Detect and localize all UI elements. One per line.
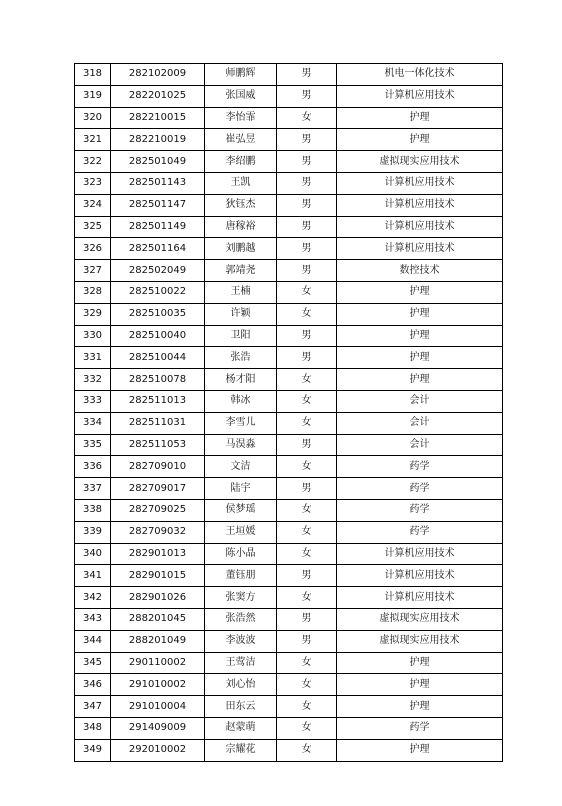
- major-cell: 护理: [337, 325, 503, 347]
- serial-number-cell: 347: [75, 696, 111, 718]
- serial-number-cell: 334: [75, 412, 111, 434]
- student-name-cell: 狄钰杰: [205, 194, 277, 216]
- student-name-cell: 张浩然: [205, 608, 277, 630]
- serial-number-cell: 327: [75, 260, 111, 282]
- student-name-cell: 李波波: [205, 630, 277, 652]
- table-row: [75, 172, 503, 194]
- student-name-cell: 刘鹏越: [205, 238, 277, 260]
- major-cell: 护理: [337, 652, 503, 674]
- serial-number-cell: 319: [75, 85, 111, 107]
- student-id-cell: 292010002: [111, 739, 205, 761]
- student-id-cell: 282510078: [111, 369, 205, 391]
- student-id-cell: 282501147: [111, 194, 205, 216]
- gender-cell: 女: [277, 652, 337, 674]
- table-row: [75, 238, 503, 260]
- student-name-cell: 刘心怡: [205, 674, 277, 696]
- serial-number-cell: 320: [75, 107, 111, 129]
- major-cell: 护理: [337, 303, 503, 325]
- major-cell: 计算机应用技术: [337, 238, 503, 260]
- gender-cell: 女: [277, 587, 337, 609]
- major-cell: 护理: [337, 129, 503, 151]
- table-row: [75, 129, 503, 151]
- student-name-cell: 田东云: [205, 696, 277, 718]
- student-name-cell: 王楠: [205, 281, 277, 303]
- table-row: [75, 434, 503, 456]
- table-row: [75, 390, 503, 412]
- serial-number-cell: 341: [75, 565, 111, 587]
- gender-cell: 男: [277, 630, 337, 652]
- major-cell: 护理: [337, 674, 503, 696]
- serial-number-cell: 342: [75, 587, 111, 609]
- table-row: [75, 499, 503, 521]
- gender-cell: 男: [277, 478, 337, 500]
- student-name-cell: 赵蒙萌: [205, 717, 277, 739]
- major-cell: 护理: [337, 369, 503, 391]
- table-row: [75, 85, 503, 107]
- gender-cell: 男: [277, 347, 337, 369]
- major-cell: 计算机应用技术: [337, 587, 503, 609]
- student-id-cell: 282201025: [111, 85, 205, 107]
- major-cell: 药学: [337, 717, 503, 739]
- student-id-cell: 282709032: [111, 521, 205, 543]
- table-row: [75, 630, 503, 652]
- table-row: [75, 608, 503, 630]
- student-id-cell: 282709017: [111, 478, 205, 500]
- student-id-cell: 282501164: [111, 238, 205, 260]
- major-cell: 计算机应用技术: [337, 172, 503, 194]
- student-name-cell: 王凯: [205, 172, 277, 194]
- student-id-cell: 282510040: [111, 325, 205, 347]
- major-cell: 虚拟现实应用技术: [337, 630, 503, 652]
- serial-number-cell: 344: [75, 630, 111, 652]
- table-row: [75, 674, 503, 696]
- gender-cell: 男: [277, 608, 337, 630]
- gender-cell: 女: [277, 281, 337, 303]
- serial-number-cell: 333: [75, 390, 111, 412]
- student-id-cell: 291010002: [111, 674, 205, 696]
- table-row: [75, 325, 503, 347]
- gender-cell: 男: [277, 238, 337, 260]
- serial-number-cell: 336: [75, 456, 111, 478]
- student-name-cell: 马淏淼: [205, 434, 277, 456]
- gender-cell: 女: [277, 521, 337, 543]
- table-row: [75, 652, 503, 674]
- student-name-cell: 唐稼裕: [205, 216, 277, 238]
- gender-cell: 女: [277, 303, 337, 325]
- major-cell: 护理: [337, 281, 503, 303]
- student-id-cell: 282511013: [111, 390, 205, 412]
- gender-cell: 女: [277, 369, 337, 391]
- major-cell: 护理: [337, 696, 503, 718]
- table-row: [75, 717, 503, 739]
- student-id-cell: 282901015: [111, 565, 205, 587]
- student-id-cell: 288201049: [111, 630, 205, 652]
- student-name-cell: 张窦方: [205, 587, 277, 609]
- table-row: [75, 478, 503, 500]
- serial-number-cell: 348: [75, 717, 111, 739]
- student-id-cell: 282510044: [111, 347, 205, 369]
- gender-cell: 男: [277, 434, 337, 456]
- gender-cell: 女: [277, 390, 337, 412]
- table-row: [75, 216, 503, 238]
- student-id-cell: 282502049: [111, 260, 205, 282]
- serial-number-cell: 340: [75, 543, 111, 565]
- major-cell: 虚拟现实应用技术: [337, 608, 503, 630]
- table-row: [75, 194, 503, 216]
- serial-number-cell: 345: [75, 652, 111, 674]
- serial-number-cell: 326: [75, 238, 111, 260]
- serial-number-cell: 322: [75, 151, 111, 173]
- student-name-cell: 文洁: [205, 456, 277, 478]
- serial-number-cell: 332: [75, 369, 111, 391]
- table-row: [75, 303, 503, 325]
- major-cell: 机电一体化技术: [337, 64, 503, 86]
- student-name-cell: 李怡霏: [205, 107, 277, 129]
- serial-number-cell: 321: [75, 129, 111, 151]
- table-row: [75, 696, 503, 718]
- student-id-cell: 282510035: [111, 303, 205, 325]
- student-id-cell: 282501149: [111, 216, 205, 238]
- major-cell: 计算机应用技术: [337, 85, 503, 107]
- student-name-cell: 许颖: [205, 303, 277, 325]
- major-cell: 会计: [337, 390, 503, 412]
- gender-cell: 女: [277, 696, 337, 718]
- serial-number-cell: 343: [75, 608, 111, 630]
- student-id-cell: 282709010: [111, 456, 205, 478]
- student-name-cell: 杨才阳: [205, 369, 277, 391]
- serial-number-cell: 324: [75, 194, 111, 216]
- student-id-cell: 282510022: [111, 281, 205, 303]
- gender-cell: 男: [277, 216, 337, 238]
- gender-cell: 女: [277, 674, 337, 696]
- major-cell: 药学: [337, 521, 503, 543]
- major-cell: 虚拟现实应用技术: [337, 151, 503, 173]
- student-id-cell: 282901013: [111, 543, 205, 565]
- student-name-cell: 李绍鹏: [205, 151, 277, 173]
- gender-cell: 男: [277, 172, 337, 194]
- table-row: [75, 565, 503, 587]
- serial-number-cell: 339: [75, 521, 111, 543]
- table-row: [75, 412, 503, 434]
- student-name-cell: 崔弘昱: [205, 129, 277, 151]
- major-cell: 计算机应用技术: [337, 565, 503, 587]
- major-cell: 药学: [337, 499, 503, 521]
- serial-number-cell: 346: [75, 674, 111, 696]
- student-name-cell: 宗耀花: [205, 739, 277, 761]
- student-id-cell: 282501143: [111, 172, 205, 194]
- serial-number-cell: 328: [75, 281, 111, 303]
- major-cell: 计算机应用技术: [337, 194, 503, 216]
- table-row: [75, 543, 503, 565]
- student-id-cell: 291010004: [111, 696, 205, 718]
- serial-number-cell: 338: [75, 499, 111, 521]
- gender-cell: 男: [277, 325, 337, 347]
- major-cell: 药学: [337, 478, 503, 500]
- student-id-cell: 282511031: [111, 412, 205, 434]
- major-cell: 数控技术: [337, 260, 503, 282]
- student-name-cell: 陆宇: [205, 478, 277, 500]
- gender-cell: 女: [277, 499, 337, 521]
- gender-cell: 女: [277, 456, 337, 478]
- gender-cell: 男: [277, 64, 337, 86]
- student-name-cell: 张国威: [205, 85, 277, 107]
- gender-cell: 男: [277, 129, 337, 151]
- student-list-page: [74, 63, 503, 762]
- table-row: [75, 64, 503, 86]
- gender-cell: 女: [277, 543, 337, 565]
- student-id-cell: 282102009: [111, 64, 205, 86]
- student-name-cell: 陈小晶: [205, 543, 277, 565]
- student-id-cell: 282501049: [111, 151, 205, 173]
- serial-number-cell: 330: [75, 325, 111, 347]
- student-id-cell: 291409009: [111, 717, 205, 739]
- table-row: [75, 456, 503, 478]
- table-row: [75, 587, 503, 609]
- serial-number-cell: 318: [75, 64, 111, 86]
- student-table: [74, 63, 503, 762]
- student-name-cell: 董钰朋: [205, 565, 277, 587]
- table-row: [75, 260, 503, 282]
- major-cell: 计算机应用技术: [337, 216, 503, 238]
- gender-cell: 女: [277, 107, 337, 129]
- student-name-cell: 师鹏辉: [205, 64, 277, 86]
- serial-number-cell: 335: [75, 434, 111, 456]
- student-name-cell: 李雪儿: [205, 412, 277, 434]
- student-table-body: [75, 64, 503, 762]
- student-id-cell: 288201045: [111, 608, 205, 630]
- table-row: [75, 347, 503, 369]
- gender-cell: 女: [277, 412, 337, 434]
- student-name-cell: 卫阳: [205, 325, 277, 347]
- gender-cell: 男: [277, 194, 337, 216]
- student-id-cell: 282901026: [111, 587, 205, 609]
- gender-cell: 男: [277, 151, 337, 173]
- student-id-cell: 282210015: [111, 107, 205, 129]
- major-cell: 护理: [337, 347, 503, 369]
- gender-cell: 女: [277, 739, 337, 761]
- student-name-cell: 侯梦瑶: [205, 499, 277, 521]
- student-id-cell: 282709025: [111, 499, 205, 521]
- gender-cell: 男: [277, 85, 337, 107]
- table-row: [75, 281, 503, 303]
- student-id-cell: 282511053: [111, 434, 205, 456]
- table-row: [75, 739, 503, 761]
- gender-cell: 女: [277, 717, 337, 739]
- student-name-cell: 韩冰: [205, 390, 277, 412]
- student-name-cell: 王垣媛: [205, 521, 277, 543]
- serial-number-cell: 331: [75, 347, 111, 369]
- major-cell: 会计: [337, 412, 503, 434]
- serial-number-cell: 325: [75, 216, 111, 238]
- table-row: [75, 151, 503, 173]
- major-cell: 护理: [337, 739, 503, 761]
- student-name-cell: 王莺洁: [205, 652, 277, 674]
- student-id-cell: 290110002: [111, 652, 205, 674]
- table-row: [75, 369, 503, 391]
- major-cell: 药学: [337, 456, 503, 478]
- serial-number-cell: 323: [75, 172, 111, 194]
- serial-number-cell: 349: [75, 739, 111, 761]
- student-name-cell: 张浩: [205, 347, 277, 369]
- major-cell: 计算机应用技术: [337, 543, 503, 565]
- serial-number-cell: 337: [75, 478, 111, 500]
- table-row: [75, 107, 503, 129]
- serial-number-cell: 329: [75, 303, 111, 325]
- student-id-cell: 282210019: [111, 129, 205, 151]
- gender-cell: 男: [277, 565, 337, 587]
- major-cell: 会计: [337, 434, 503, 456]
- table-row: [75, 521, 503, 543]
- student-name-cell: 郭靖尧: [205, 260, 277, 282]
- gender-cell: 男: [277, 260, 337, 282]
- major-cell: 护理: [337, 107, 503, 129]
